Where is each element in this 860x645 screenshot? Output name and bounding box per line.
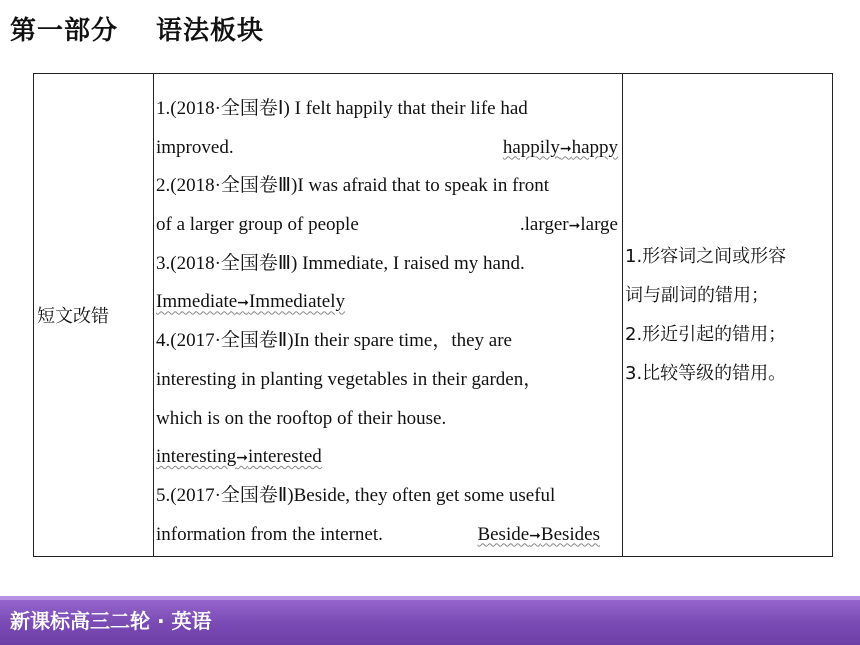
note-item: 3.比较等级的错用。	[625, 363, 787, 384]
arrow-icon: ➞	[529, 528, 541, 544]
example-1-correction	[503, 129, 618, 170]
note-item: 1.形容词之间或形容	[625, 246, 787, 267]
notes-cell	[623, 74, 832, 556]
note-item: 词与副词的错用；	[625, 285, 769, 306]
example-1-text: improved.	[156, 136, 234, 158]
example-3-correction	[156, 291, 345, 312]
example-4-line-2: interesting in planting vegetables in their garden，	[156, 368, 543, 390]
footer-stripe	[0, 596, 860, 600]
arrow-icon: ➞	[559, 141, 572, 157]
example-5-correction	[477, 516, 600, 557]
example-4-right: interested	[247, 446, 322, 468]
arrow-icon: ➞	[236, 451, 248, 467]
example-1-line-2	[156, 129, 622, 168]
example-5-text: information from the internet.	[156, 523, 383, 545]
example-5-wrong: Beside	[477, 523, 530, 545]
example-5-right: Besides	[540, 523, 600, 545]
example-1-line-1: 1.(2018·全国卷Ⅰ) I felt happily that their life had	[156, 98, 528, 119]
category-label: 短文改错	[37, 306, 109, 327]
page-title	[10, 10, 264, 47]
example-3-line-1: 3.(2018·全国卷Ⅲ) Immediate, I raised my hand.	[156, 252, 525, 274]
footer-label: 新课标高三二轮 · 英语	[10, 609, 212, 633]
examples-cell	[154, 74, 623, 556]
example-5-line-1: 5.(2017·全国卷Ⅱ)Beside, they often get some useful	[156, 484, 556, 506]
arrow-icon: ➞	[237, 296, 249, 312]
example-1-right: happy	[571, 136, 618, 158]
example-4-line-1: 4.(2017·全国卷Ⅱ)In their spare time，they are	[156, 330, 512, 352]
section-label: 语法板块	[156, 16, 265, 46]
example-2-correction	[520, 206, 618, 247]
example-3-correction-line	[156, 283, 622, 322]
example-2-line-1: 2.(2018·全国卷Ⅲ)I was afraid that to speak in front	[156, 175, 549, 197]
category-cell	[34, 74, 154, 556]
grammar-table	[33, 73, 833, 557]
example-2-text: of a larger group of people	[156, 214, 359, 236]
example-4-wrong: interesting	[156, 446, 237, 468]
example-4-correction	[156, 446, 322, 467]
example-2-right: large	[580, 214, 618, 236]
part-label: 第一部分	[10, 16, 119, 46]
note-item: 2.形近引起的错用；	[625, 324, 787, 345]
example-2-line-2	[156, 206, 622, 245]
footer-bar	[0, 596, 860, 645]
example-4-correction-line	[156, 438, 622, 477]
example-2-wrong: .larger	[519, 214, 569, 236]
example-3-wrong: Immediate	[156, 291, 238, 313]
arrow-icon: ➞	[568, 219, 581, 235]
example-1-wrong: happily	[502, 136, 560, 158]
notes-list	[625, 237, 786, 393]
example-5-line-2	[156, 516, 622, 555]
example-4-line-3: which is on the rooftop of their house.	[156, 407, 447, 429]
example-3-right: Immediately	[248, 291, 346, 313]
